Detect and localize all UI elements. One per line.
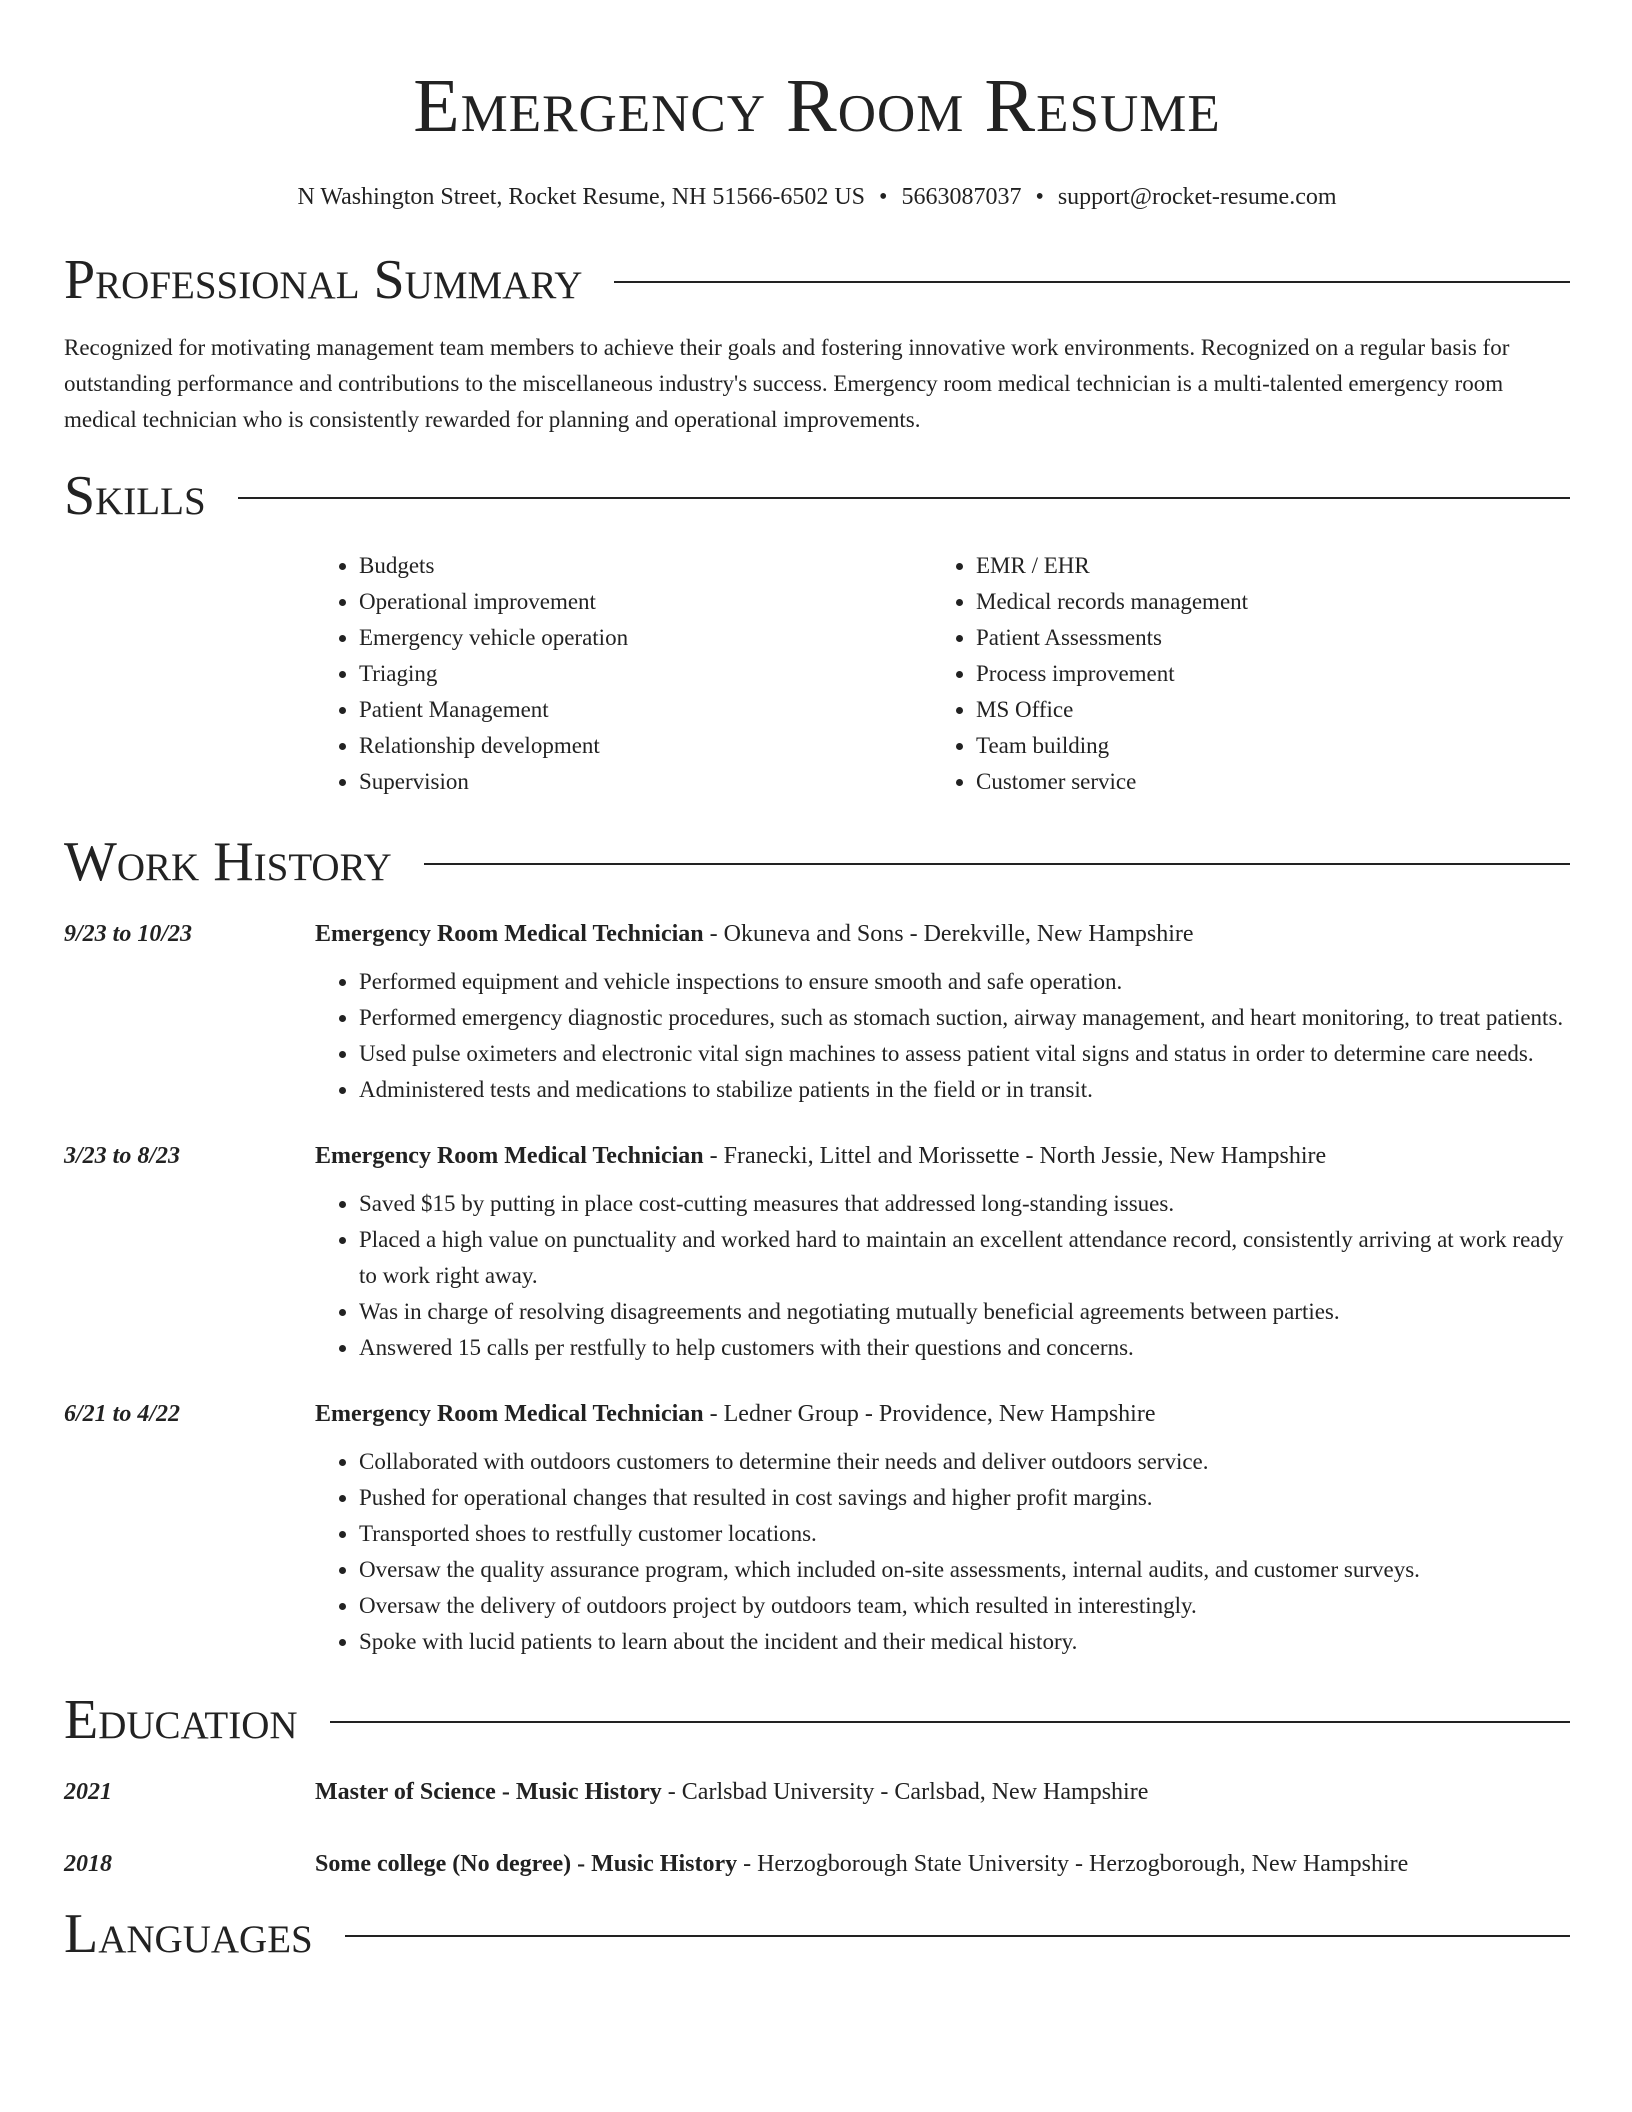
list-item: • MS Office: [976, 692, 1549, 728]
list-item: • Saved $15 by putting in place cost-cutting measures that addressed long-standing issues.: [359, 1186, 1570, 1222]
list-item: • Performed emergency diagnostic procedures, such as stomach suction, airway management, and heart monitoring, to treat patients.: [359, 1000, 1570, 1036]
section-title: Education: [64, 1689, 298, 1751]
skills-column-left: [315, 548, 932, 800]
job-bullets: [315, 964, 1570, 1108]
list-item: • Performed equipment and vehicle inspections to ensure smooth and safe operation.: [359, 964, 1570, 1000]
email: support@rocket-resume.com: [1057, 184, 1337, 210]
list-item: • Operational improvement: [359, 584, 932, 620]
job-entry: [64, 916, 1570, 1108]
job-bullets: [315, 1186, 1570, 1366]
languages-section-header: [64, 1902, 1570, 1966]
job-org: - Franecki, Littel and Morissette - North Jessie, New Hampshire: [703, 1143, 1327, 1169]
education-degree: Master of Science - Music History: [315, 1779, 662, 1805]
section-divider: [345, 1935, 1570, 1937]
education-school: - Carlsbad University - Carlsbad, New Hampshire: [661, 1779, 1149, 1805]
list-item: • Process improvement: [976, 656, 1549, 692]
work-section-header: [64, 830, 1570, 894]
phone: 5663087037: [901, 184, 1022, 210]
list-item: • Triaging: [359, 656, 932, 692]
list-item: • Used pulse oximeters and electronic vital sign machines to assess patient vital signs and status in order to determine care needs.: [359, 1036, 1570, 1072]
job-org: - Ledner Group - Providence, New Hampshire: [703, 1401, 1156, 1427]
section-title: Work History: [64, 831, 392, 893]
list-item: • Supervision: [359, 764, 932, 800]
education-body: [315, 1846, 1570, 1882]
job-entry: [64, 1396, 1570, 1660]
section-title: Languages: [64, 1903, 313, 1965]
job-body: [315, 1138, 1570, 1366]
job-title: Emergency Room Medical Technician: [315, 1401, 704, 1427]
list-item: • Pushed for operational changes that resulted in cost savings and higher profit margins.: [359, 1480, 1570, 1516]
resume-page: [64, 0, 1570, 1966]
job-title: Emergency Room Medical Technician: [315, 921, 704, 947]
education-body: [315, 1774, 1570, 1810]
list-item: • Oversaw the delivery of outdoors project by outdoors team, which resulted in interestingly.: [359, 1588, 1570, 1624]
list-item: • Was in charge of resolving disagreements and negotiating mutually beneficial agreements between parties.: [359, 1294, 1570, 1330]
job-org: - Okuneva and Sons - Derekville, New Hampshire: [703, 921, 1194, 947]
list-item: • Oversaw the quality assurance program, which included on-site assessments, internal audits, and customer surveys.: [359, 1552, 1570, 1588]
contact-line: [64, 182, 1570, 212]
list-item: • Collaborated with outdoors customers to determine their needs and deliver outdoors service.: [359, 1444, 1570, 1480]
section-divider: [330, 1721, 1570, 1723]
education-year: 2021: [64, 1779, 112, 1805]
summary-text: Recognized for motivating management team members to achieve their goals and fostering innovative work environments. Recognized on a regular basis for outstanding performance and contributions to the miscellaneous industry's success. Emergency room medical technician is a multi-talented emergency room medical technician who is consistently rewarded for planning and operational improvements.: [64, 335, 1510, 432]
education-line: [315, 1774, 1570, 1810]
resume-title: Emergency Room Resume: [413, 64, 1221, 148]
list-item: • Patient Assessments: [976, 620, 1549, 656]
list-item: • Emergency vehicle operation: [359, 620, 932, 656]
list-item: • Patient Management: [359, 692, 932, 728]
list-item: • Budgets: [359, 548, 932, 584]
job-dates: 6/21 to 4/22: [64, 1401, 181, 1427]
job-body: [315, 1396, 1570, 1660]
education-school: - Herzogborough State University - Herzogborough, New Hampshire: [737, 1851, 1409, 1877]
list-item: • Medical records management: [976, 584, 1549, 620]
summary-section-header: [64, 248, 1570, 312]
list-item: • Administered tests and medications to stabilize patients in the field or in transit.: [359, 1072, 1570, 1108]
separator: •: [1035, 184, 1044, 210]
job-title-line: [315, 916, 1570, 952]
education-year: 2018: [64, 1851, 112, 1877]
separator: •: [879, 184, 888, 210]
job-body: [315, 916, 1570, 1108]
address: N Washington Street, Rocket Resume, NH 51566-6502 US: [297, 184, 866, 210]
section-divider: [424, 863, 1570, 865]
job-dates: 3/23 to 8/23: [64, 1143, 181, 1169]
skills-column-right: [932, 548, 1549, 800]
education-degree: Some college (No degree) - Music History: [315, 1851, 738, 1877]
list-item: • Placed a high value on punctuality and worked hard to maintain an excellent attendance record, consistently arriving at work ready to work right away.: [359, 1222, 1570, 1294]
job-title-line: [315, 1138, 1570, 1174]
list-item: • Customer service: [976, 764, 1549, 800]
section-divider: [614, 281, 1570, 283]
list-item: • Team building: [976, 728, 1549, 764]
education-entry: [64, 1846, 1570, 1882]
list-item: • Relationship development: [359, 728, 932, 764]
list-item: • Transported shoes to restfully customer locations.: [359, 1516, 1570, 1552]
job-title-line: [315, 1396, 1570, 1432]
job-dates: 9/23 to 10/23: [64, 921, 193, 947]
education-line: [315, 1846, 1570, 1882]
education-section-header: [64, 1688, 1570, 1752]
job-entry: [64, 1138, 1570, 1366]
job-title: Emergency Room Medical Technician: [315, 1143, 704, 1169]
list-item: • EMR / EHR: [976, 548, 1549, 584]
list-item: • Spoke with lucid patients to learn about the incident and their medical history.: [359, 1624, 1570, 1660]
education-entry: [64, 1774, 1570, 1810]
section-divider: [238, 497, 1570, 499]
job-bullets: [315, 1444, 1570, 1660]
section-title: Skills: [64, 465, 206, 527]
section-title: Professional Summary: [64, 249, 583, 311]
skills-list: [315, 548, 1570, 800]
skills-section-header: [64, 464, 1570, 528]
list-item: • Answered 15 calls per restfully to help customers with their questions and concerns.: [359, 1330, 1570, 1366]
